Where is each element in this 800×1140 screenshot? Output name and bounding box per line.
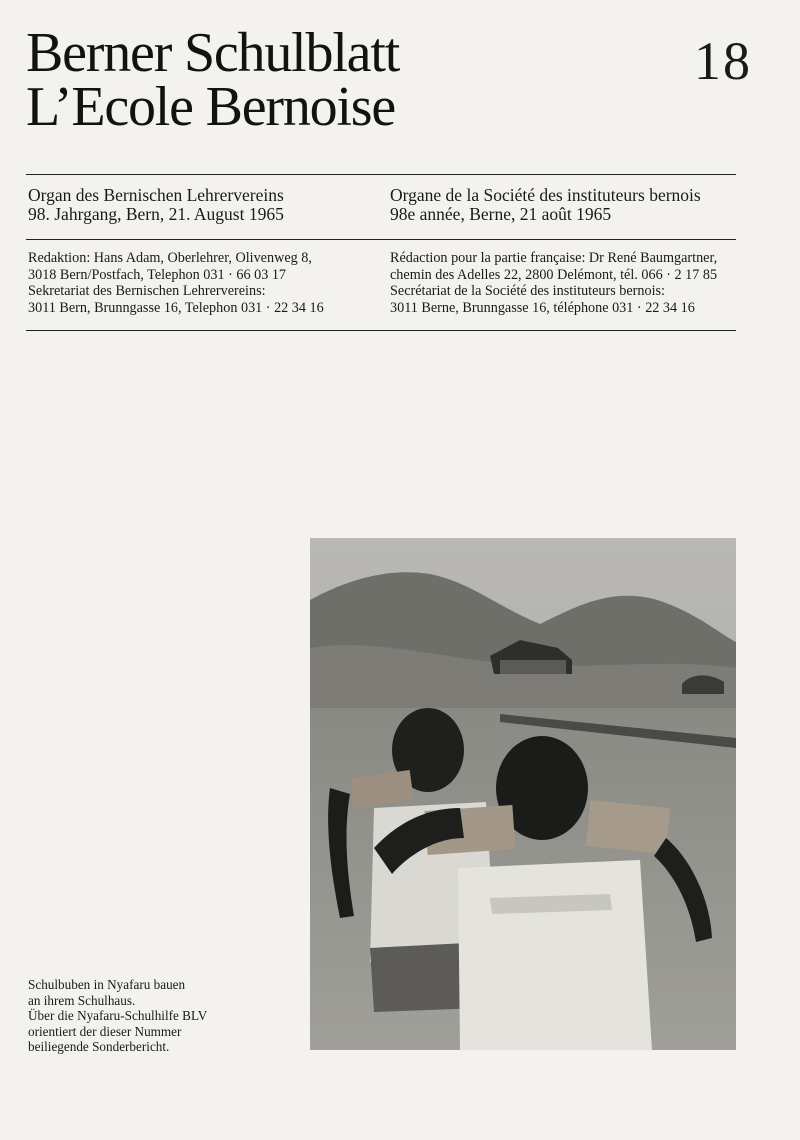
caption-line: an ihrem Schulhaus.	[28, 992, 136, 1008]
header-german	[28, 186, 284, 224]
masthead	[26, 22, 752, 156]
contact-german	[28, 250, 324, 316]
contact-line: Secrétariat de la Société des instituteurs bernois:	[390, 283, 665, 299]
title-french: L’Ecole Bernoise	[26, 76, 396, 138]
contact-line: Sekretariat des Bernischen Lehrervereins:	[28, 283, 266, 299]
organ-german: Organ des Bernischen Lehrervereins	[28, 185, 284, 205]
photo-schoolboys	[310, 538, 736, 1050]
caption-line: Über die Nyafaru-Schulhilfe BLV	[28, 1008, 208, 1023]
photo-illustration	[310, 538, 736, 1050]
caption-line: orientiert der dieser Nummer	[28, 1023, 182, 1039]
contact-line: 3011 Berne, Brunngasse 16, téléphone 031 · 22 34 16	[390, 299, 695, 316]
header-french	[390, 186, 701, 224]
contact-line: 3011 Bern, Brunngasse 16, Telephon 031 · 22 34 16	[28, 299, 324, 316]
issue-number: 18	[694, 31, 752, 91]
contact-line: Rédaction pour la partie française: Dr René Baumgartner,	[390, 250, 718, 266]
contact-line: 3018 Bern/Postfach, Telephon 031 · 66 03 17	[28, 266, 287, 283]
rule-top	[26, 174, 736, 175]
title-german: Berner Schulblatt	[26, 22, 400, 84]
date-french: 98e année, Berne, 21 août 1965	[390, 204, 612, 224]
contact-line: Redaktion: Hans Adam, Oberlehrer, Olivenweg 8,	[28, 250, 312, 266]
rule-bottom	[26, 330, 736, 331]
contact-line: chemin des Adelles 22, 2800 Delémont, tél. 066 · 2 17 85	[390, 266, 718, 283]
caption-line: beiliegende Sonderbericht.	[28, 1039, 170, 1054]
rule-middle	[26, 239, 736, 240]
photo-caption	[28, 977, 298, 1055]
organ-french: Organe de la Société des instituteurs bernois	[390, 185, 701, 205]
date-german: 98. Jahrgang, Bern, 21. August 1965	[28, 204, 284, 224]
caption-line: Schulbuben in Nyafaru bauen	[28, 977, 186, 992]
contact-french	[390, 250, 717, 316]
